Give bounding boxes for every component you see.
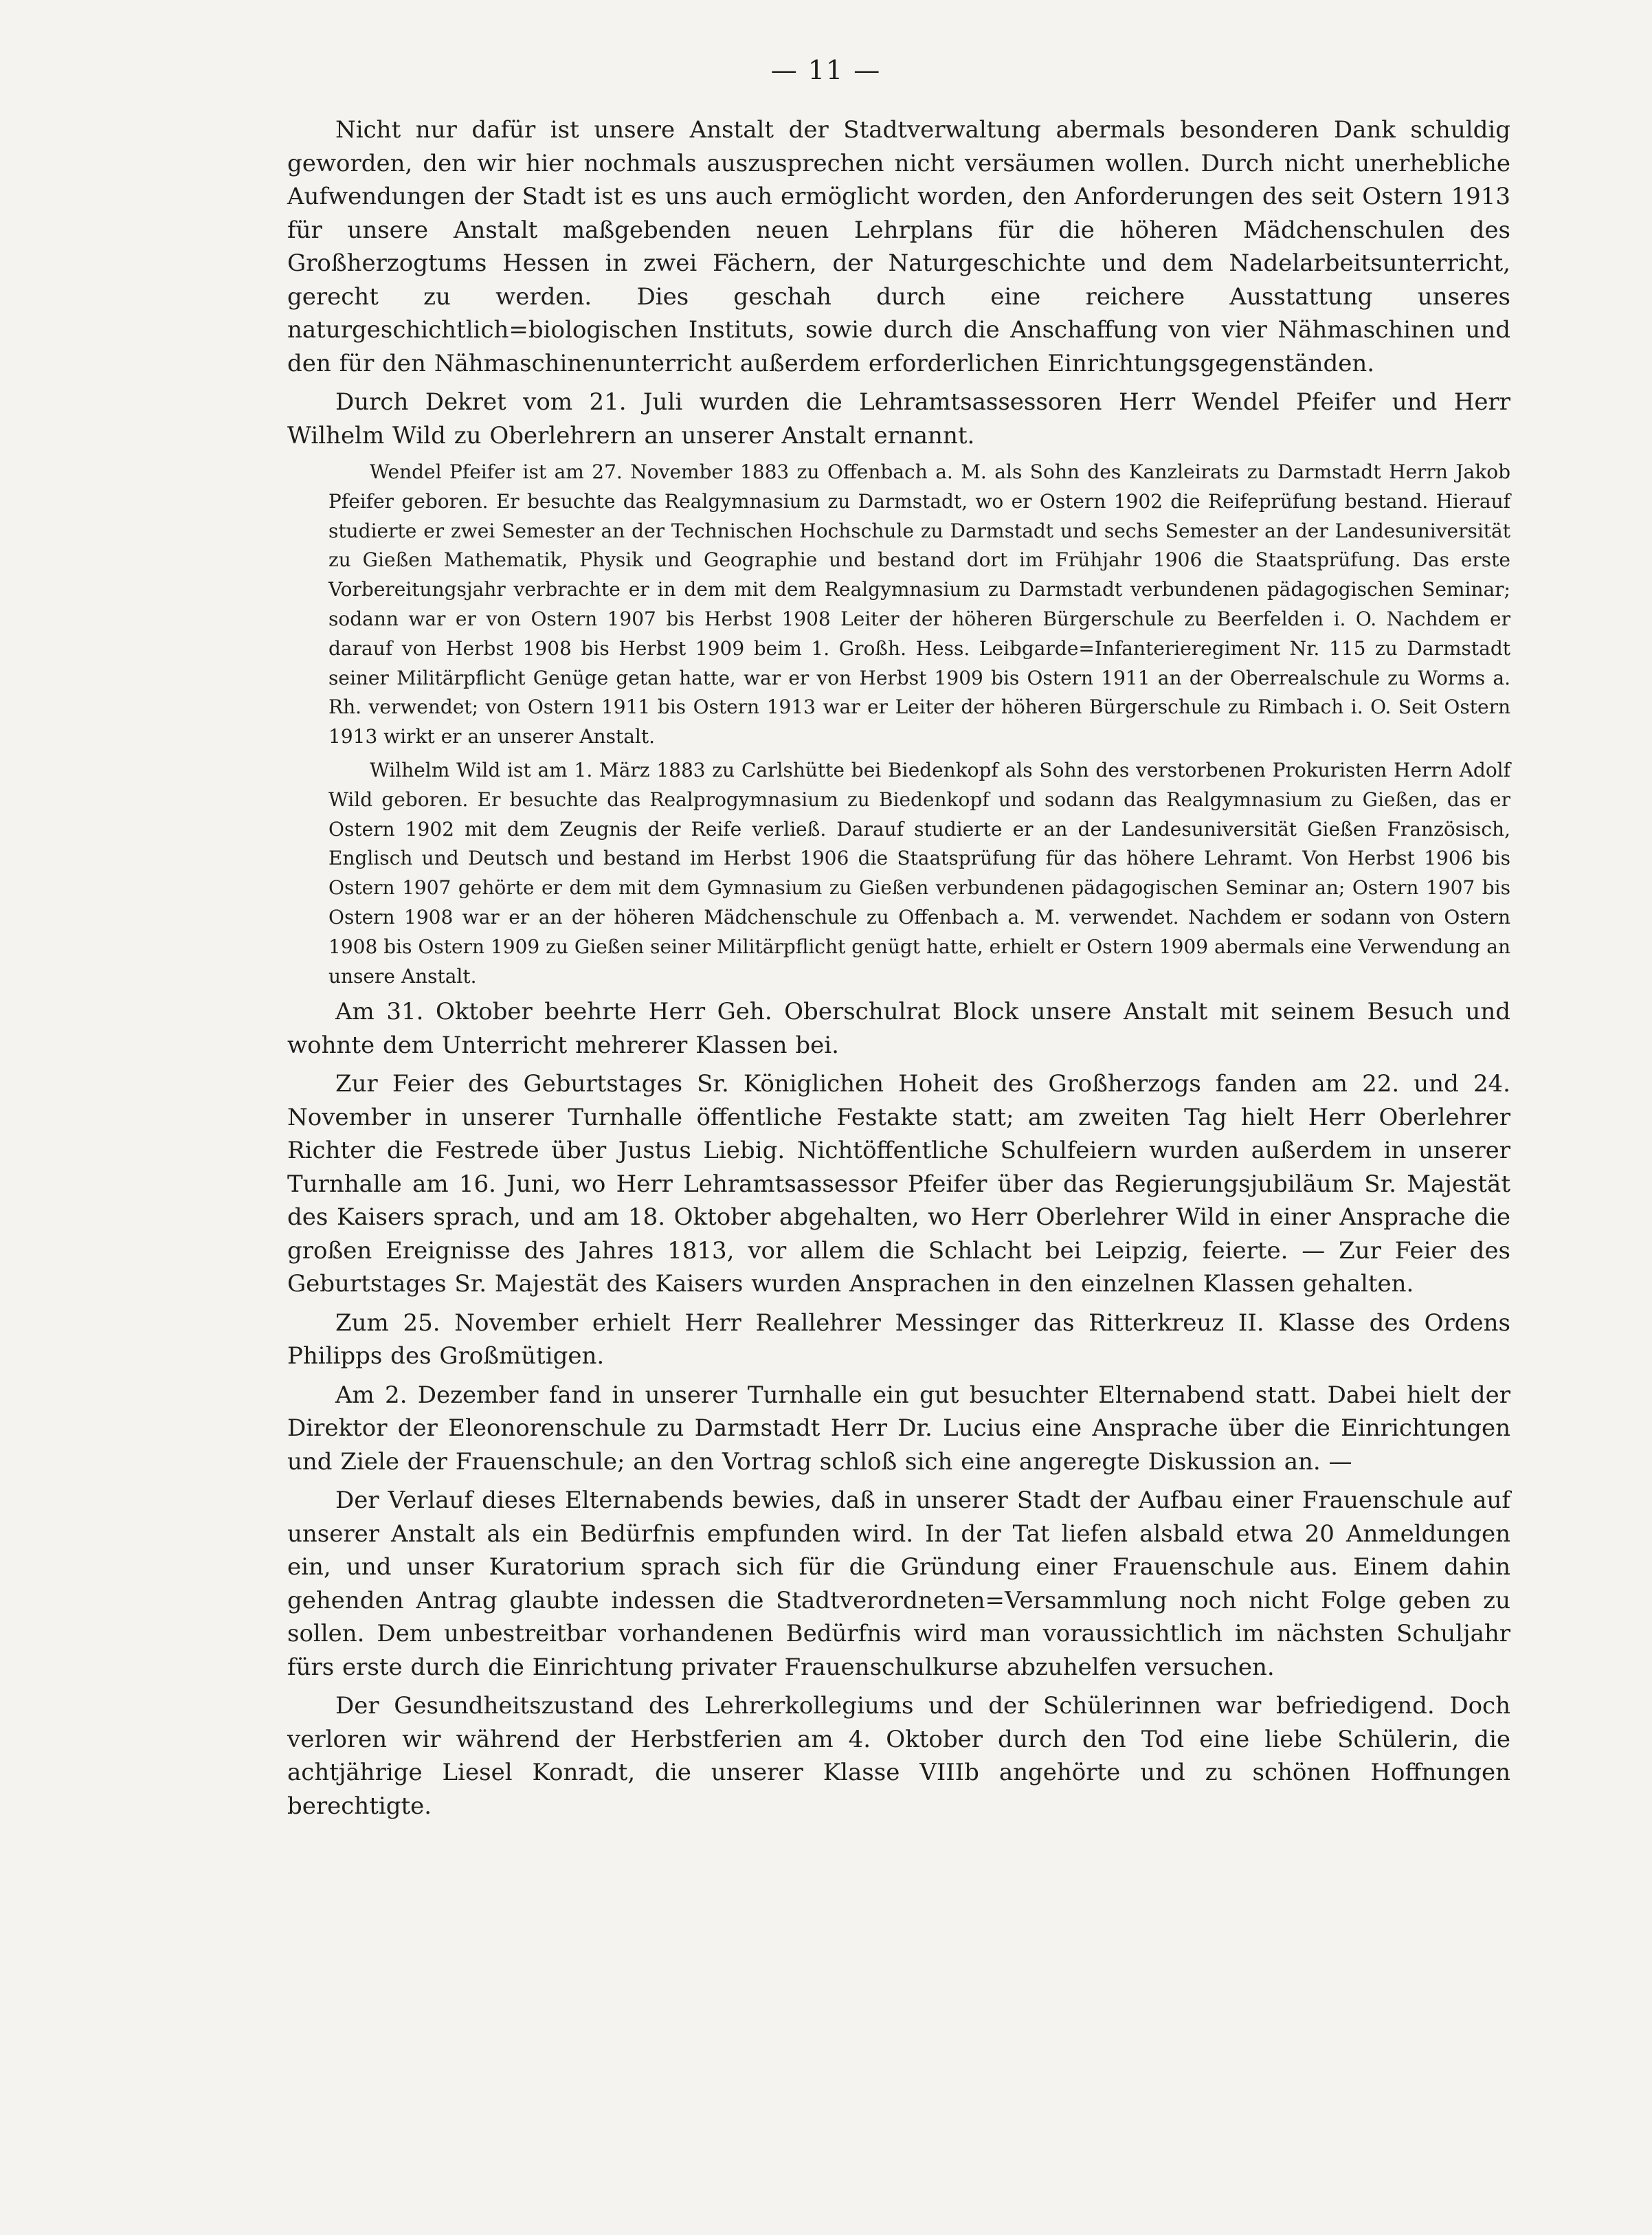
note-pfeifer-text: Wendel Pfeifer ist am 27. November 1883 zu Offenbach a. M. als Sohn des Kanzleirats zu Darmstadt Herrn Jakob Pfeifer geboren. Er besuchte das Realgymnasium zu Darmstadt, wo er Ostern 1902 die Reifeprüfung bestand. Hierauf studierte er zwei Semester an der Technischen Hochschule zu Darmstadt und sechs Semester an der Landesuniversität zu Gießen Mathematik, Physik und Geographie und bestand dort im Frühjahr 1906 die Staatsprüfung. Das erste Vorbereitungsjahr verbrachte er in dem mit dem Realgymnasium zu Darmstadt verbundenen pädagogischen Seminar; sodann war er von Ostern 1907 bis Herbst 1908 Leiter der höheren Bürgerschule zu Beerfelden i. O. Nachdem er darauf von Herbst 1908 bis Herbst 1909 beim 1. Großh. Hess. Leibgarde=Infanterieregiment Nr. 115 zu Darmstadt seiner Militärpflicht Genüge getan hatte, war er von Herbst 1909 bis Ostern 1911 an der Oberrealschule zu Worms a. Rh. verwendet; von Ostern 1911 bis Ostern 1913 war er Leiter der höheren Bürgerschule zu Rimbach i. O. Seit Ostern 1913 wirkt er an unserer Anstalt.	[328, 460, 1510, 748]
paragraph-parents-evening	[287, 1379, 1510, 1479]
page-number: — 11 —	[770, 55, 882, 85]
paragraph-award	[287, 1306, 1510, 1373]
paragraph-parents-evening-text: Am 2. Dezember fand in unserer Turnhalle ein gut besuchter Elternabend statt. Dabei hielt der Direktor der Eleonorenschule zu Darmstadt Herr Dr. Lucius eine Ansprache über die Einrichtungen und Ziele der Frauenschule; an den Vortrag schloß sich eine angeregte Diskussion an. —	[287, 1381, 1510, 1476]
paragraph-health-text: Der Gesundheitszustand des Lehrerkollegiums und der Schülerinnen war befriedigend. Doch verloren wir während der Herbstferien am 4. Oktober durch den Tod eine liebe Schülerin, die achtjährige Liesel Konradt, die unserer Klasse VIIIb angehörte und zu schönen Hoffnungen berechtigte.	[287, 1692, 1510, 1820]
paragraph-celebrations	[287, 1067, 1510, 1301]
paragraph-womens-school	[287, 1484, 1510, 1684]
note-wild-text: Wilhelm Wild ist am 1. März 1883 zu Carlshütte bei Biedenkopf als Sohn des verstorbenen Prokuristen Herrn Adolf Wild geboren. Er besuchte das Realprogymnasium zu Biedenkopf und sodann das Realgymnasium zu Gießen, das er Ostern 1902 mit dem Zeugnis der Reife verließ. Darauf studierte er an der Landesuniversität Gießen Französisch, Englisch und Deutsch und bestand im Herbst 1906 die Staatsprüfung für das höhere Lehramt. Von Herbst 1906 bis Ostern 1907 gehörte er dem mit dem Gymnasium zu Gießen verbundenen pädagogischen Seminar an; Ostern 1907 bis Ostern 1908 war er an der höheren Mädchenschule zu Offenbach a. M. verwendet. Nachdem er sodann von Ostern 1908 bis Ostern 1909 zu Gießen seiner Militärpflicht genügt hatte, erhielt er Ostern 1909 abermals eine Verwendung an unsere Anstalt.	[328, 758, 1510, 988]
paragraph-womens-school-text: Der Verlauf dieses Elternabends bewies, daß in unserer Stadt der Aufbau einer Frauenschule auf unserer Anstalt als ein Bedürfnis empfunden wird. In der Tat liefen alsbald etwa 20 Anmeldungen ein, und unser Kuratorium sprach sich für die Gründung einer Frauenschule aus. Einem dahin gehenden Antrag glaubte indessen die Stadtverordneten=Versammlung noch nicht Folge geben zu sollen. Dem unbestreitbar vorhandenen Bedürfnis wird man voraussichtlich im nächsten Schuljahr fürs erste durch die Einrichtung privater Frauenschulkurse abzuhelfen versuchen.	[287, 1487, 1510, 1681]
body-text	[287, 113, 1510, 1828]
paragraph-visit	[287, 995, 1510, 1062]
paragraph-celebrations-text: Zur Feier des Geburtstages Sr. Königlichen Hoheit des Großherzogs fanden am 22. und 24. November in unserer Turnhalle öffentliche Festakte statt; am zweiten Tag hielt Herr Oberlehrer Richter die Festrede über Justus Liebig. Nichtöffentliche Schulfeiern wurden außerdem in unserer Turnhalle am 16. Juni, wo Herr Lehramtsassessor Pfeifer über das Regierungsjubiläum Sr. Majestät des Kaisers sprach, und am 18. Oktober abgehalten, wo Herr Oberlehrer Wild in einer Ansprache die großen Ereignisse des Jahres 1813, vor allem die Schlacht bei Leipzig, feierte. — Zur Feier des Geburtstages Sr. Majestät des Kaisers wurden Ansprachen in den einzelnen Klassen gehalten.	[287, 1070, 1510, 1298]
paragraph-appointment-text: Durch Dekret vom 21. Juli wurden die Lehramtsassessoren Herr Wendel Pfeifer und Herr Wilhelm Wild zu Oberlehrern an unserer Anstalt ernannt.	[287, 388, 1510, 449]
paragraph-funding-text: Nicht nur dafür ist unsere Anstalt der Stadtverwaltung abermals besonderen Dank schuldig geworden, den wir hier nochmals auszusprechen nicht versäumen wollen. Durch nicht unerhebliche Aufwendungen der Stadt ist es uns auch ermöglicht worden, den Anforderungen des seit Ostern 1913 für unsere Anstalt maßgebenden neuen Lehrplans für die höheren Mädchenschulen des Großherzogtums Hessen in zwei Fächern, der Naturgeschichte und dem Nadelarbeitsunterricht, gerecht zu werden. Dies geschah durch eine reichere Ausstattung unseres naturgeschichtlich=biologischen Instituts, sowie durch die Anschaffung von vier Nähmaschinen und den für den Nähmaschinenunterricht außerdem erforderlichen Einrichtungsgegenständen.	[287, 116, 1510, 377]
paragraph-funding	[287, 113, 1510, 380]
note-wild	[328, 756, 1510, 991]
paragraph-award-text: Zum 25. November erhielt Herr Reallehrer Messinger das Ritterkreuz II. Klasse des Ordens Philipps des Großmütigen.	[287, 1309, 1510, 1370]
note-pfeifer	[328, 458, 1510, 752]
paragraph-visit-text: Am 31. Oktober beehrte Herr Geh. Oberschulrat Block unsere Anstalt mit seinem Besuch und wohnte dem Unterricht mehrerer Klassen bei.	[287, 998, 1510, 1059]
paragraph-appointment	[287, 386, 1510, 452]
paragraph-health	[287, 1689, 1510, 1823]
